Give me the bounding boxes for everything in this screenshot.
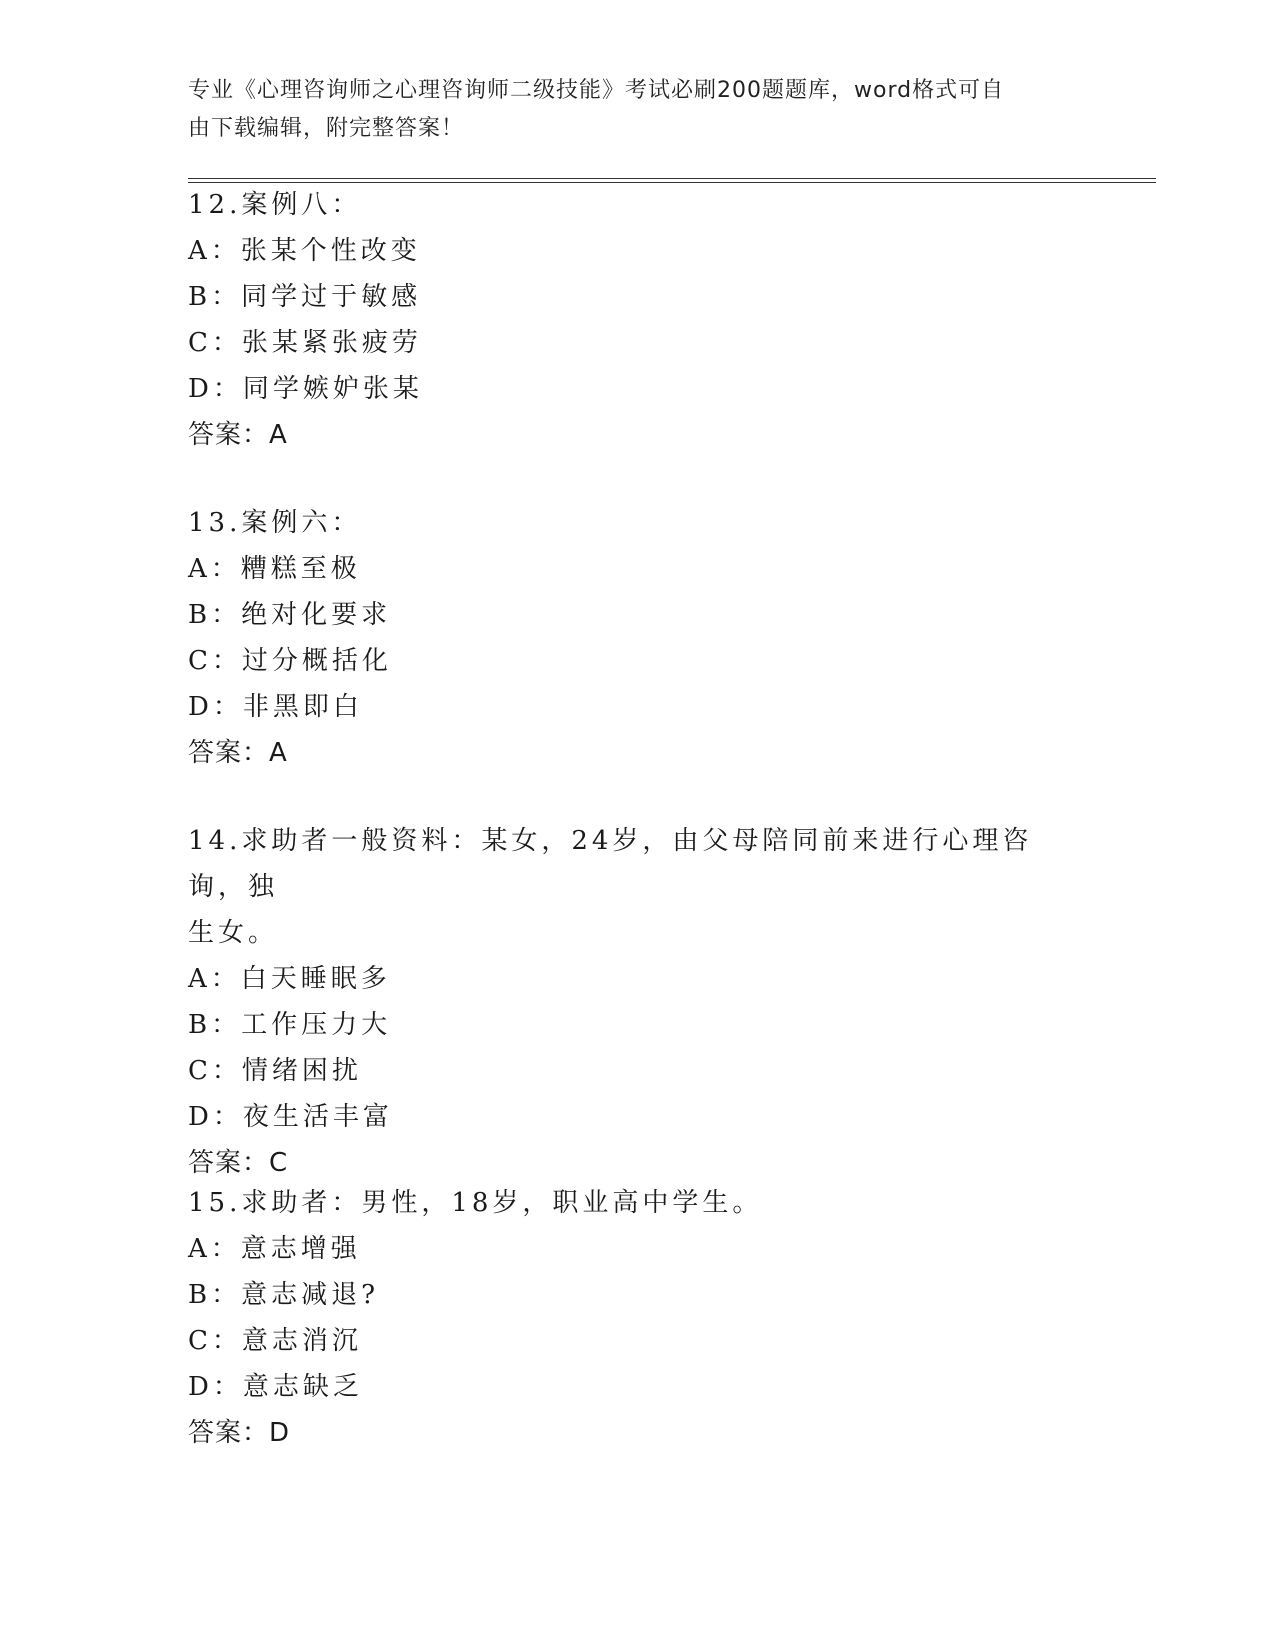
option-b: B：绝对化要求 — [188, 600, 392, 630]
question-title: 12.案例八： — [188, 190, 362, 220]
question-title: 13.案例六： — [188, 508, 362, 538]
option-d: D：非黑即白 — [188, 692, 363, 722]
option-c: C：张某紧张疲劳 — [188, 328, 422, 358]
header-line-1: 专业《心理咨询师之心理咨询师二级技能》考试必刷200题题库，word格式可自 — [188, 78, 1005, 103]
answer: 答案：C — [188, 1148, 289, 1178]
option-c: C：情绪困扰 — [188, 1056, 362, 1086]
document-header — [188, 72, 1068, 148]
question-14 — [188, 818, 1088, 1186]
answer: 答案：A — [188, 738, 288, 768]
option-d: D：同学嫉妒张某 — [188, 374, 423, 404]
question-title: 15.求助者：男性，18岁，职业高中学生。 — [188, 1188, 763, 1218]
option-a: A：白天睡眠多 — [188, 964, 391, 994]
header-line-2: 由下载编辑，附完整答案！ — [188, 116, 465, 141]
option-d: D：夜生活丰富 — [188, 1102, 393, 1132]
option-a: A：张某个性改变 — [188, 236, 421, 266]
option-a: A：意志增强 — [188, 1234, 361, 1264]
answer: 答案：A — [188, 420, 288, 450]
question-12 — [188, 182, 1088, 458]
option-b: B：意志减退? — [188, 1280, 380, 1310]
question-15 — [188, 1180, 1088, 1456]
answer: 答案：D — [188, 1418, 291, 1448]
option-b: B：同学过于敏感 — [188, 282, 422, 312]
option-b: B：工作压力大 — [188, 1010, 392, 1040]
question-title-line-1: 14.求助者一般资料：某女，24岁，由父母陪同前来进行心理咨询，独 — [188, 826, 1033, 902]
option-a: A：糟糕至极 — [188, 554, 361, 584]
option-c: C：过分概括化 — [188, 646, 392, 676]
option-d: D：意志缺乏 — [188, 1372, 363, 1402]
question-13 — [188, 500, 1088, 776]
question-title-line-2: 生女。 — [188, 918, 279, 948]
option-c: C：意志消沉 — [188, 1326, 362, 1356]
